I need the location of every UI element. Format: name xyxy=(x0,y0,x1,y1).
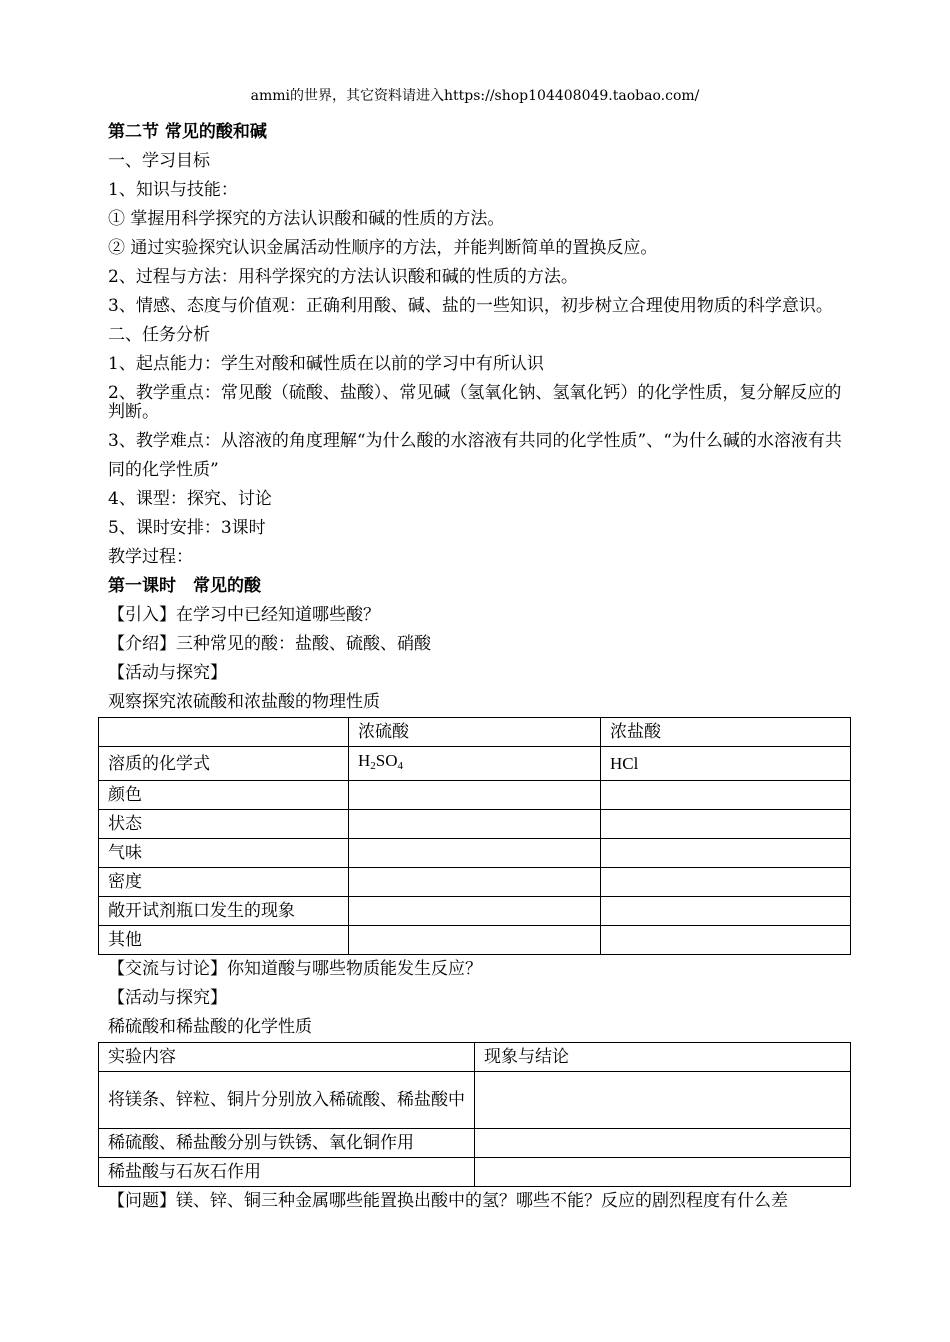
row-label: 颜色 xyxy=(99,781,349,810)
lesson-one-title: 第一课时 常见的酸 xyxy=(108,576,261,596)
task-difficulties: 3、教学难点：从溶液的角度理解“为什么酸的水溶液有共同的化学性质”、“为什么碱的水溶液有共同的化学性质” xyxy=(108,431,842,480)
table-cell xyxy=(601,868,851,897)
teaching-process-label: 教学过程： xyxy=(108,547,193,567)
goal-process: 2、过程与方法：用科学探究的方法认识酸和碱的性质的方法。 xyxy=(108,267,578,287)
table-cell xyxy=(349,781,601,810)
table-row xyxy=(99,810,851,839)
table-header-cell: 浓硫酸 xyxy=(349,718,601,747)
heading-learning-goals: 一、学习目标 xyxy=(108,151,210,171)
experiment-result xyxy=(475,1129,851,1158)
row-label: 气味 xyxy=(99,839,349,868)
row-label: 密度 xyxy=(99,868,349,897)
experiment-content: 将镁条、锌粒、铜片分别放入稀硫酸、稀盐酸中 xyxy=(99,1072,475,1129)
row-label: 溶质的化学式 xyxy=(99,747,349,781)
goal-knowledge: 1、知识与技能： xyxy=(108,180,238,200)
activity-heading-1: 【活动与探究】 xyxy=(108,663,227,683)
intro-line: 【引入】在学习中已经知道哪些酸？ xyxy=(108,605,380,625)
heading-task-analysis: 二、任务分析 xyxy=(108,325,210,345)
introduce-line: 【介绍】三种常见的酸：盐酸、硫酸、硝酸 xyxy=(108,634,431,654)
table-row xyxy=(99,1129,851,1158)
table1-caption: 观察探究浓硫酸和浓盐酸的物理性质 xyxy=(108,692,380,712)
row-label: 敞开试剂瓶口发生的现象 xyxy=(99,897,349,926)
table-header-cell: 现象与结论 xyxy=(475,1043,851,1072)
discussion-line: 【交流与讨论】你知道酸与哪些物质能发生反应？ xyxy=(108,959,482,979)
experiment-content: 稀盐酸与石灰石作用 xyxy=(99,1158,475,1187)
task-schedule: 5、课时安排：3课时 xyxy=(108,518,266,538)
page-header: ammi的世界，其它资料请进入https://shop104408049.taobao.com/ xyxy=(250,88,700,104)
experiment-result xyxy=(475,1158,851,1187)
chemical-properties-table xyxy=(98,1042,851,1187)
goal-item-2: ② 通过实验探究认识金属活动性顺序的方法，并能判断简单的置换反应。 xyxy=(108,238,658,258)
physical-properties-table xyxy=(98,717,851,955)
table-header-row xyxy=(99,718,851,747)
task-lesson-type: 4、课型：探究、讨论 xyxy=(108,489,272,509)
table-cell xyxy=(349,839,601,868)
task-key-points: 2、教学重点：常见酸（硫酸、盐酸）、常见碱（氢氧化钠、氢氧化钙）的化学性质，复分解反应的判断。 xyxy=(108,383,842,422)
table-row xyxy=(99,781,851,810)
row-label: 其他 xyxy=(99,926,349,955)
table-row xyxy=(99,926,851,955)
goal-item-1: ① 掌握用科学探究的方法认识酸和碱的性质的方法。 xyxy=(108,209,505,229)
question-line: 【问题】镁、锌、铜三种金属哪些能置换出酸中的氢？哪些不能？反应的剧烈程度有什么差 xyxy=(108,1191,788,1211)
formula-h2so4: $H_2SO_4$ xyxy=(349,747,601,781)
table-cell xyxy=(349,868,601,897)
table-row xyxy=(99,839,851,868)
table-row xyxy=(99,1072,851,1129)
goal-attitude: 3、情感、态度与价值观：正确利用酸、碱、盐的一些知识，初步树立合理使用物质的科学意识。 xyxy=(108,296,833,316)
task-starting-ability: 1、起点能力：学生对酸和碱性质在以前的学习中有所认识 xyxy=(108,354,544,374)
formula-hcl: HCl xyxy=(601,747,851,781)
experiment-content: 稀硫酸、稀盐酸分别与铁锈、氧化铜作用 xyxy=(99,1129,475,1158)
experiment-result xyxy=(475,1072,851,1129)
row-label: 状态 xyxy=(99,810,349,839)
table-row xyxy=(99,897,851,926)
table-header-cell: 实验内容 xyxy=(99,1043,475,1072)
section-title: 第二节 常见的酸和碱 xyxy=(108,122,267,142)
table-cell xyxy=(601,810,851,839)
table-row xyxy=(99,1158,851,1187)
table-cell xyxy=(601,781,851,810)
table-cell xyxy=(349,897,601,926)
table-cell xyxy=(349,810,601,839)
table-row xyxy=(99,747,851,781)
table-header-cell: 浓盐酸 xyxy=(601,718,851,747)
document-body xyxy=(108,118,848,1216)
table-cell xyxy=(601,897,851,926)
table-row xyxy=(99,868,851,897)
table2-caption: 稀硫酸和稀盐酸的化学性质 xyxy=(108,1017,312,1037)
table-header-row xyxy=(99,1043,851,1072)
table-cell xyxy=(349,926,601,955)
table-cell xyxy=(601,839,851,868)
table-header-cell xyxy=(99,718,349,747)
activity-heading-2: 【活动与探究】 xyxy=(108,988,227,1008)
table-cell xyxy=(601,926,851,955)
